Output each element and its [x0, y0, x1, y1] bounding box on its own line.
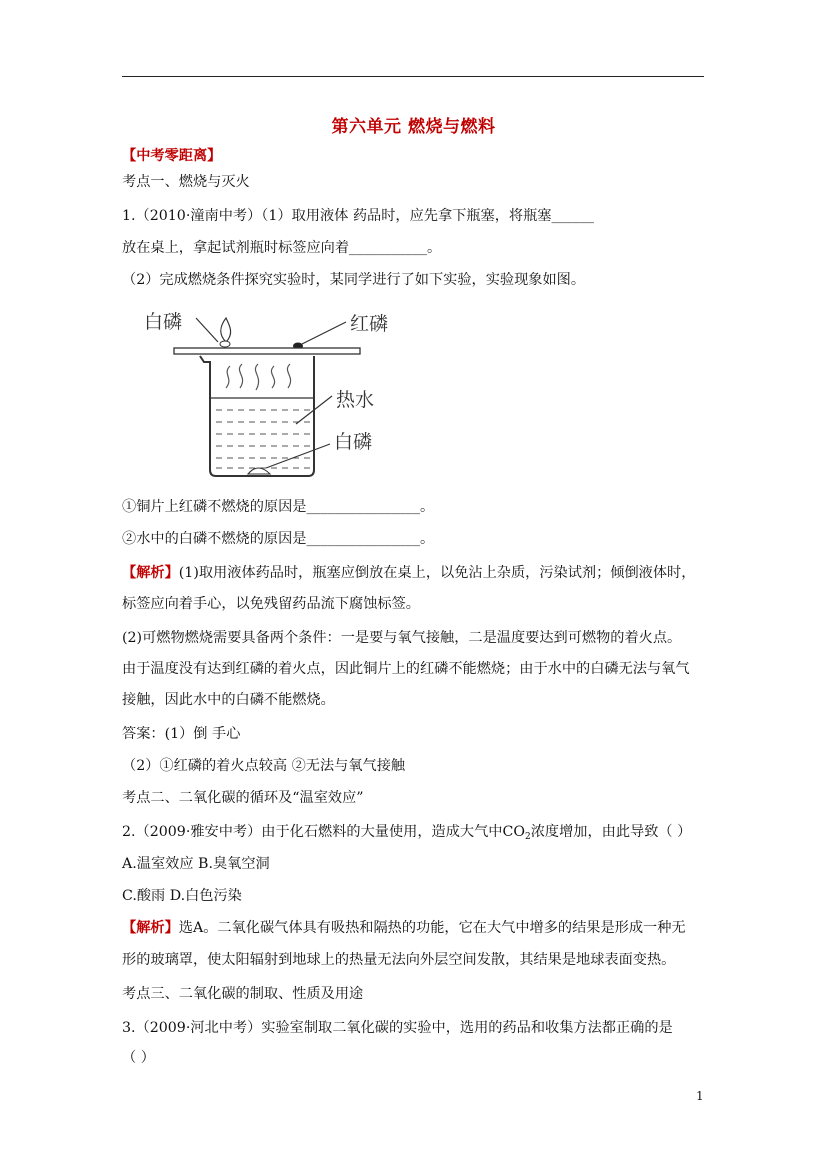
q1-analysis-line2: 标签应向着手心，以免残留药品流下腐蚀标签。 — [122, 596, 420, 612]
q2-options-cd: C.酸雨 D.白色污染 — [122, 888, 242, 904]
kaodian-3-heading: 考点三、二氧化碳的制取、性质及用途 — [122, 986, 364, 1002]
q2-analysis-line2: 形的玻璃罩，使太阳辐射到地球上的热量无法向外层空间发散，其结果是地球表面变热。 — [122, 952, 676, 968]
q1-analysis-line3: (2)可燃物燃烧需要具备两个条件：一是要与氧气接触，二是温度要达到可燃物的着火点。 — [122, 630, 682, 646]
flame-icon — [221, 318, 231, 342]
q1-blank2: ②水中的白磷不燃烧的原因是________________。 — [122, 531, 435, 547]
white-phosphorus-bottom — [248, 468, 270, 474]
section-tag-text: 【中考零距离】 — [122, 148, 222, 164]
q1-analysis-line1 — [122, 563, 695, 583]
q2-analysis-line1 — [122, 918, 686, 938]
q2-stem-subscript: 2 — [524, 832, 531, 842]
q2-stem — [122, 822, 691, 847]
label-hot-water: 热水 — [336, 389, 375, 411]
q1-line2: 放在桌上，拿起试剂瓶时标签应向着___________。 — [122, 240, 442, 256]
q1-line3: （2）完成燃烧条件探究实验时，某同学进行了如下实验，实验现象如图。 — [122, 272, 586, 288]
kaodian-1-heading: 考点一、燃烧与灭火 — [122, 174, 250, 190]
analysis-tag: 【解析】 — [122, 920, 179, 936]
q3-line2: （ ） — [122, 1050, 155, 1066]
q2-stem-b: 浓度增加，由此导致（ ） — [530, 824, 692, 840]
q2-options-ab: A.温室效应 B.臭氧空洞 — [122, 856, 270, 872]
q1-answer-line2: （2）①红磷的着火点较高 ②无法与氧气接触 — [122, 758, 406, 774]
header-rule — [122, 76, 704, 77]
q1-blank1: ①铜片上红磷不燃烧的原因是________________。 — [122, 499, 435, 515]
section-tag — [122, 146, 221, 166]
analysis-tag: 【解析】 — [122, 565, 179, 581]
q1-analysis-line5: 接触，因此水中的白磷不能燃烧。 — [122, 692, 335, 708]
q1-analysis-line4: 由于温度没有达到红磷的着火点，因此铜片上的红磷不能燃烧；由于水中的白磷无法与氧气 — [122, 661, 690, 677]
q1-line1: 1.（2010·潼南中考）（1）取用液体 药品时，应先拿下瓶塞，将瓶塞______ — [122, 208, 595, 224]
experiment-figure — [130, 298, 390, 486]
analysis-text: (1)取用液体药品时，瓶塞应倒放在桌上，以免沾上杂质，污染试剂；倾倒液体时， — [178, 565, 696, 581]
label-white-phosphorus-top: 白磷 — [144, 311, 183, 333]
label-red-phosphorus: 红磷 — [350, 313, 389, 335]
page-title: 第六单元 燃烧与燃料 — [331, 117, 496, 137]
copper-plate — [174, 348, 360, 354]
label-white-phosphorus-bottom: 白磷 — [334, 431, 373, 453]
q2-stem-a: 2.（2009·雅安中考）由于化石燃料的大量使用，造成大气中CO — [122, 824, 525, 840]
q1-answer-line1: 答案：(1）倒 手心 — [122, 726, 241, 742]
page-number: 1 — [696, 1089, 704, 1103]
analysis-text: 选A。二氧化碳气体具有吸热和隔热的功能，它在大气中增多的结果是形成一种无 — [178, 920, 686, 936]
kaodian-2-heading: 考点二、二氧化碳的循环及“温室效应” — [122, 790, 364, 806]
q3-line1: 3.（2009·河北中考）实验室制取二氧化碳的实验中，选用的药品和收集方法都正确的是 — [122, 1020, 673, 1036]
